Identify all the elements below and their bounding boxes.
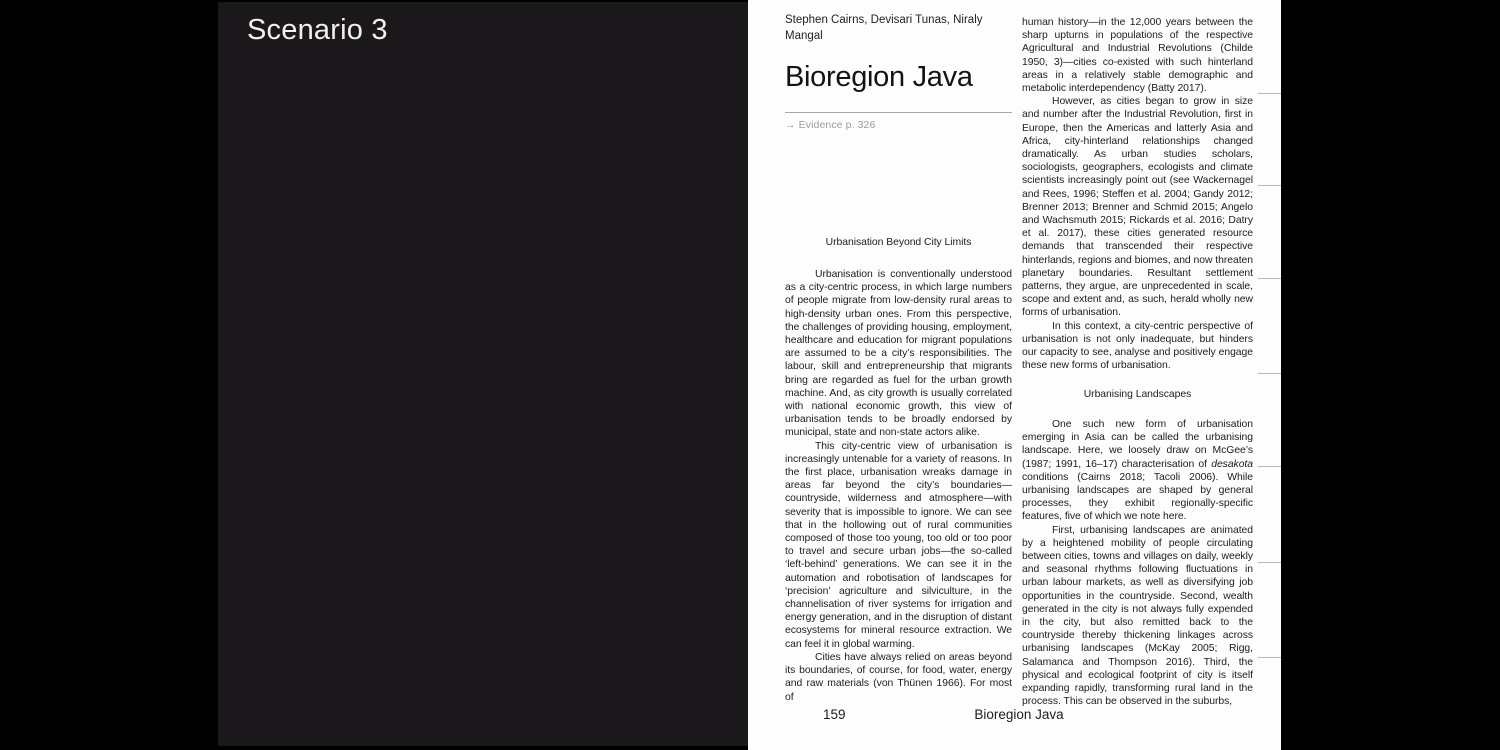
page-number: 159	[823, 707, 846, 722]
essay-page	[748, 0, 1281, 750]
scenario-cover-panel	[218, 2, 748, 746]
page-title: Bioregion Java	[785, 61, 973, 93]
column-right-text-bottom	[1022, 418, 1253, 708]
body-paragraph: One such new form of urbanisation emerging in Asia can be called the urbanising landscape. Here, we loosely draw on McGee’s (1987; 1991, 16–17) characterisation of desakota conditions (Cairns 2018; Tacoli 2006). While urbanising landscapes are shaped by general processes, they exhibit regionally-specific features, five of which we note here.	[1022, 419, 1253, 523]
margin-tick	[1258, 657, 1281, 658]
body-paragraph: However, as cities began to grow in size and number after the Industrial Revolution, first in Europe, then the Americas and latterly Asia and Africa, city-hinterland relationships changed dramatically. As urban studies scholars, sociologists, geographers, ecologists and climate scientists increasingly point out (see Wackernagel and Rees, 1996; Steffen et al. 2004; Gandy 2012; Brenner 2013; Brenner and Schmid 2015; Angelo and Wachsmuth 2015; Rickards et al. 2016; Datry et al. 2017), these cities generated resource demands that transcended their respective hinterlands, regions and biomes, and now threaten planetary boundaries. Resultant settlement patterns, they argue, are unprecedented in scale, scope and extent and, as such, herald wholly new forms of urbanisation.	[1022, 96, 1253, 319]
body-paragraph: This city-centric view of urbanisation is increasingly untenable for a variety of reasons. In the first place, urbanisation wreaks damage in areas far beyond the city’s boundaries—countryside, wilderness and atmosphere—with severity that is impossible to ignore. We can see that in the hollowing out of rural communities composed of those too young, too old or too poor to travel and secure urban jobs—the so-called ‘left-behind’ generations. We can see it in the automation and robotisation of landscapes for ‘precision’ agriculture and silviculture, in the channelisation of river systems for irrigation and energy generation, and in the disruption of distant ecosystems for mineral resource extraction. We can feel it in global warming.	[785, 440, 1012, 650]
running-title: Bioregion Java	[974, 707, 1064, 722]
margin-tick	[1258, 562, 1281, 563]
body-paragraph: Cities have always relied on areas beyond its boundaries, of course, for food, water, energy and raw materials (von Thünen 1966). For most of	[785, 651, 1012, 703]
section-heading-urbanising-landscapes: Urbanising Landscapes	[1083, 389, 1192, 400]
body-paragraph-continuation: human history—in the 12,000 years between the sharp upturns in populations of the respective Agricultural and Industrial Revolutions (Childe 1950, 3)—cities co-existed with such hinterland areas in a relatively stable demographic and metabolic interdependency (Batty 2017).	[1022, 17, 1253, 95]
margin-tick	[1258, 93, 1281, 94]
page-footer	[748, 707, 1281, 727]
evidence-cross-reference: → Evidence p. 326	[785, 119, 876, 131]
authors: Stephen Cairns, Devisari Tunas, Niraly Mangal	[785, 14, 983, 42]
body-paragraph: In this context, a city-centric perspective of urbanisation is not only inadequate, but hinders our capacity to see, analyse and positively engage these new forms of urbanisation.	[1022, 320, 1253, 372]
margin-tick	[1258, 373, 1281, 374]
column-right-text-top	[1022, 16, 1253, 372]
scenario-title: Scenario 3	[247, 14, 388, 46]
body-paragraph: First, urbanising landscapes are animated by a heightened mobility of people circulating between cities, towns and villages on daily, weekly and seasonal rhythms following fluctuations in urban labour markets, as well as diversifying job opportunities in the countryside. Second, wealth generated in the city is not always fully expended in the city, but also remitted back to the countryside thereby thickening linkages across urbanising landscapes (McKay 2005; Rigg, Salamanca and Thompson 2016). Third, the physical and ecological footprint of city is itself expanding rapidly, transforming rural land in the process. This can be observed in the suburbs,	[1022, 524, 1253, 708]
title-divider	[785, 112, 1012, 113]
margin-tick	[1258, 466, 1281, 467]
margin-tick	[1258, 185, 1281, 186]
section-heading-urbanisation-beyond-city-limits: Urbanisation Beyond City Limits	[825, 237, 972, 248]
margin-tick	[1258, 278, 1281, 279]
body-paragraph: Urbanisation is conventionally understood as a city-centric process, in which large numbers of people migrate from low-density rural areas to high-density urban ones. From this perspective, the challenges of providing housing, employment, healthcare and education for migrant populations are assumed to be a city’s responsibilities. The labour, skill and entrepreneurship that migrants bring are regarded as fuel for the urban growth machine. And, as city growth is usually correlated with national economic growth, this view of urbanisation tends to be broadly endorsed by municipal, state and non-state actors alike.	[785, 269, 1012, 439]
column-left-text	[785, 268, 1012, 704]
